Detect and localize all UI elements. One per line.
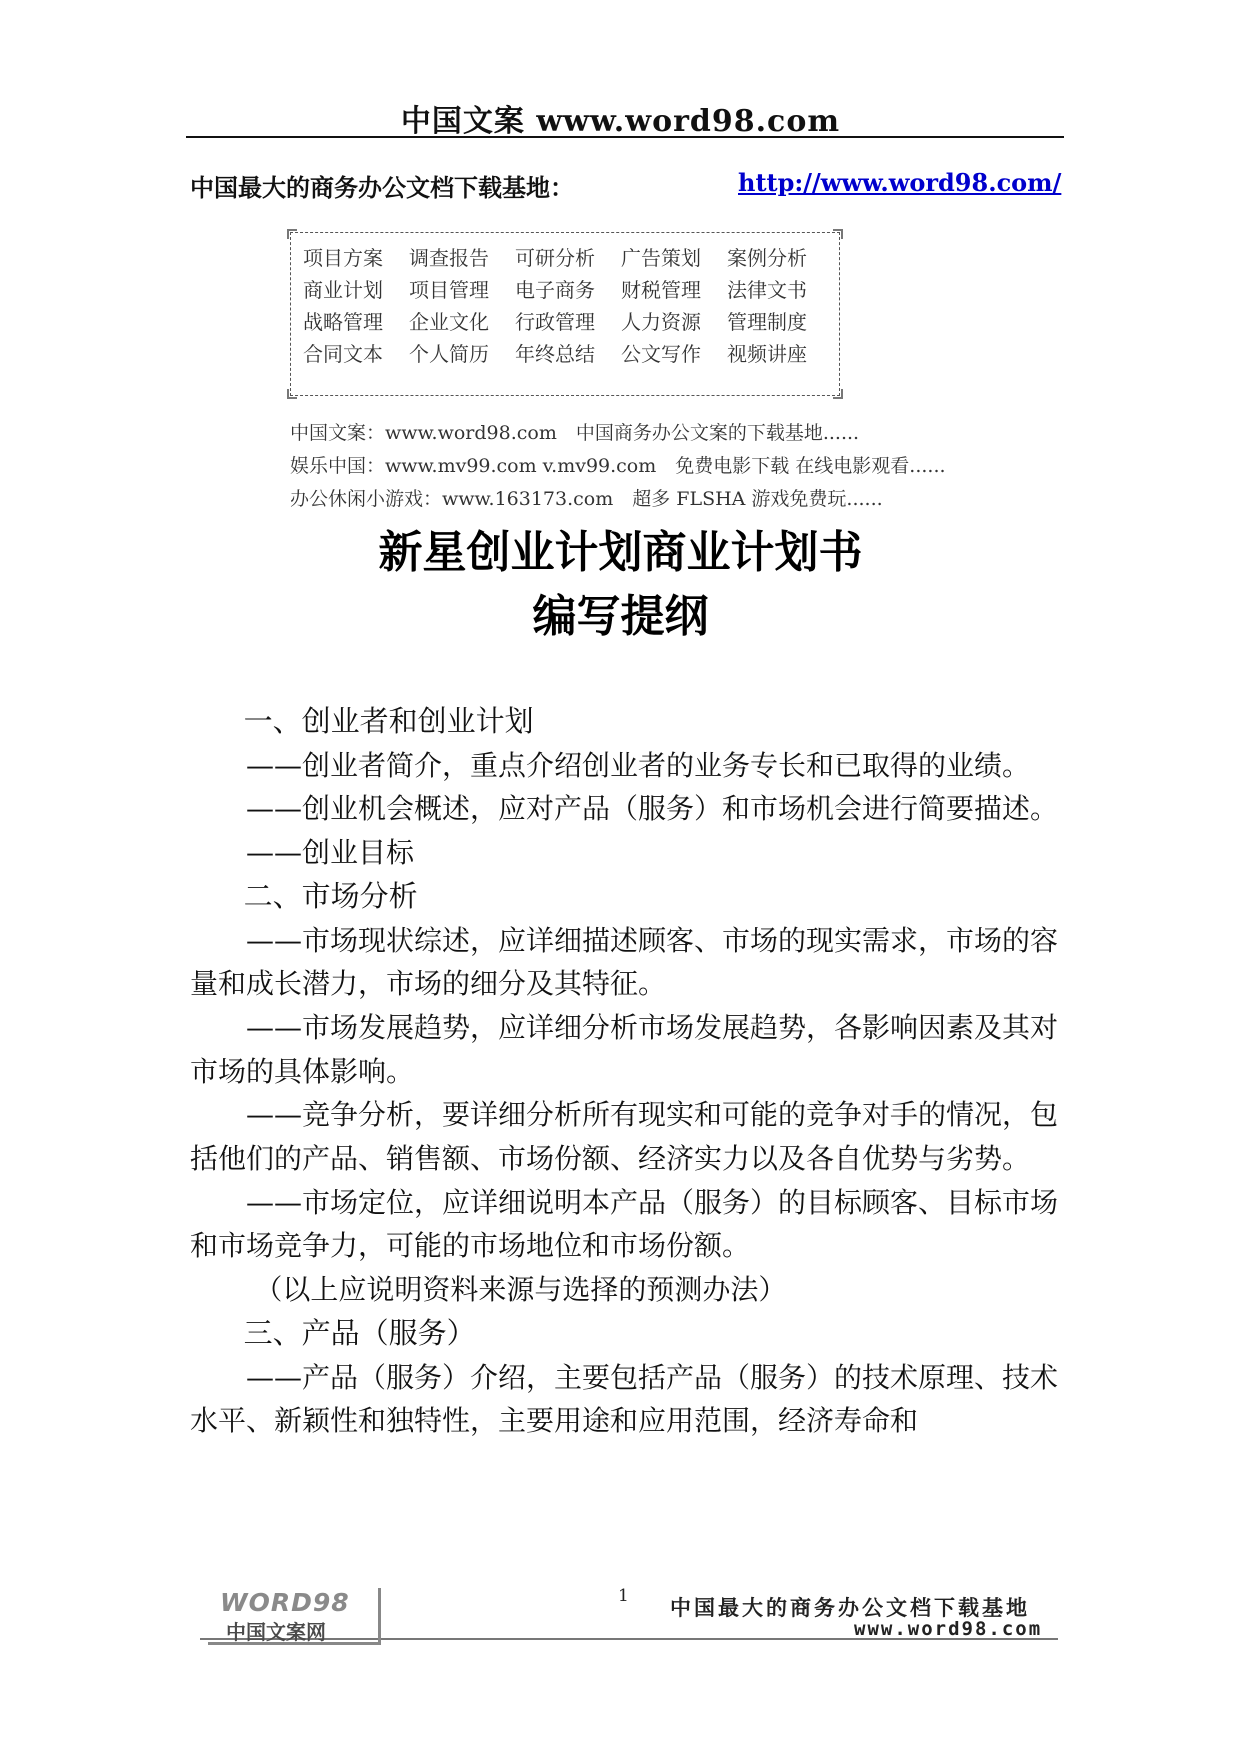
promo-line-word98[interactable]: 中国文案：www.word98.com 中国商务办公文案的下载基地......	[290, 422, 860, 444]
body-paragraph: ——产品（服务）介绍，主要包括产品（服务）的技术原理、技术水平、新颖性和独特性，主要用途和应用范围，经济寿命和	[190, 1360, 1059, 1438]
category-item[interactable]: 可研分析	[515, 246, 595, 270]
corner-mark	[287, 229, 297, 239]
header-divider	[186, 136, 1064, 138]
body-paragraph: ——创业者简介，重点介绍创业者的业务专长和已取得的业绩。	[246, 748, 1031, 782]
category-grid	[301, 247, 831, 366]
category-item[interactable]: 法律文书	[727, 278, 807, 302]
footer-url: www.word98.com	[854, 1618, 1043, 1640]
category-item[interactable]: 人力资源	[621, 310, 701, 334]
body-paragraph: ——创业机会概述，应对产品（服务）和市场机会进行简要描述。	[246, 792, 1059, 826]
category-item[interactable]: 管理制度	[727, 310, 807, 334]
category-item[interactable]: 公文写作	[621, 342, 701, 366]
category-item[interactable]: 案例分析	[727, 246, 807, 270]
category-item[interactable]: 个人简历	[409, 342, 489, 366]
category-item[interactable]: 财税管理	[621, 278, 701, 302]
corner-mark	[833, 389, 843, 399]
promo-line-games[interactable]: 办公休闲小游戏：www.163173.com 超多 FLSHA 游戏免费玩......	[290, 488, 883, 510]
category-item[interactable]: 视频讲座	[727, 342, 807, 366]
note-paragraph: （以上应说明资料来源与选择的预测办法）	[254, 1273, 787, 1307]
category-item[interactable]: 项目管理	[409, 278, 489, 302]
category-item[interactable]: 企业文化	[409, 310, 489, 334]
site-tagline: 中国最大的商务办公文档下载基地：	[190, 173, 574, 202]
corner-mark	[287, 389, 297, 399]
document-subtitle: 编写提纲	[532, 591, 709, 642]
header-title: 中国文案 www.word98.com	[400, 104, 841, 139]
document-title: 新星创业计划商业计划书	[378, 527, 863, 578]
page-number: 1	[618, 1586, 629, 1606]
section-heading: 二、市场分析	[243, 878, 418, 913]
category-item[interactable]: 调查报告	[409, 246, 489, 270]
category-item[interactable]: 行政管理	[515, 310, 595, 334]
category-box	[290, 232, 840, 396]
category-item[interactable]: 商业计划	[303, 278, 383, 302]
logo-chinese-name: 中国文案网	[226, 1620, 326, 1644]
category-item[interactable]: 合同文本	[303, 342, 383, 366]
word98-logo	[208, 1588, 381, 1645]
category-item[interactable]: 项目方案	[303, 246, 383, 270]
section-heading: 三、产品（服务）	[243, 1315, 476, 1350]
body-paragraph: ——市场发展趋势，应详细分析市场发展趋势，各影响因素及其对市场的具体影响。	[190, 1010, 1059, 1088]
document-body	[190, 700, 1058, 1443]
category-item[interactable]: 年终总结	[515, 342, 595, 366]
category-item[interactable]: 战略管理	[303, 310, 383, 334]
promo-line-mv99[interactable]: 娱乐中国：www.mv99.com v.mv99.com 免费电影下载 在线电影观看......	[290, 455, 946, 477]
body-paragraph: ——创业目标	[246, 836, 415, 870]
site-link[interactable]: http://www.word98.com/	[738, 168, 1062, 197]
logo-wordmark: WORD98	[220, 1588, 350, 1617]
category-item[interactable]: 电子商务	[515, 278, 595, 302]
section-heading: 一、创业者和创业计划	[243, 704, 534, 738]
body-paragraph: ——市场定位，应详细说明本产品（服务）的目标顾客、目标市场和市场竞争力，可能的市场地位和市场份额。	[190, 1185, 1059, 1263]
corner-mark	[833, 229, 843, 239]
body-paragraph: ——竞争分析，要详细分析所有现实和可能的竞争对手的情况，包括他们的产品、销售额、市场份额、经济实力以及各自优势与劣势。	[190, 1098, 1059, 1176]
body-paragraph: ——市场现状综述，应详细描述顾客、市场的现实需求，市场的容量和成长潜力，市场的细分及其特征。	[190, 923, 1059, 1001]
category-item[interactable]: 广告策划	[621, 246, 701, 270]
footer-slogan: 中国最大的商务办公文档下载基地	[670, 1596, 1030, 1620]
